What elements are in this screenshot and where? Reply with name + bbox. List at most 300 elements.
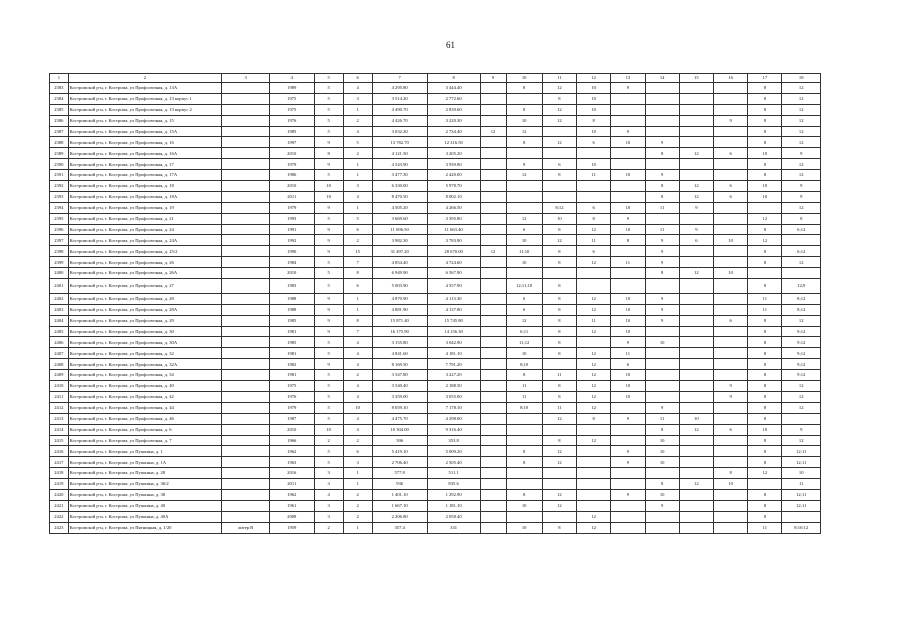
year-built: 1985 (269, 315, 314, 326)
table-row (50, 224, 821, 235)
row-number: 2383 (50, 83, 69, 94)
cell-col10: 6 (506, 293, 542, 304)
table-row (50, 326, 821, 337)
cell-col10: 10 (506, 235, 542, 246)
cell-col15 (679, 170, 713, 181)
cell-col11: 12 (542, 83, 576, 94)
floors: 5 (314, 457, 343, 468)
cell-col18: 12 (782, 391, 821, 402)
living-area: 3 227.20 (427, 370, 480, 381)
cell-col9 (480, 348, 506, 359)
address: Костромской р-н, г. Кострома, ул Профсоюзная, д. 27 (68, 279, 222, 294)
cell-col12: 12 (577, 391, 611, 402)
cell-col18: 9;12 (782, 370, 821, 381)
address: Костромской р-н, г. Кострома, ул Профсоюзная, д. 40 (68, 381, 222, 392)
cell-col17: 8 (748, 104, 782, 115)
cell-col9 (480, 304, 506, 315)
living-area: 835.6 (427, 479, 480, 490)
cell-col15: 9 (679, 202, 713, 213)
building-litera (222, 315, 270, 326)
cell-col11 (542, 359, 576, 370)
cell-col9 (480, 170, 506, 181)
building-litera (222, 293, 270, 304)
floors: 5 (314, 170, 343, 181)
table-row (50, 213, 821, 224)
address: Костромской р-н, г. Кострома, ул Пушкина, д. 36/2 (68, 479, 222, 490)
cell-col15 (679, 104, 713, 115)
column-number-row (50, 74, 821, 83)
building-litera (222, 479, 270, 490)
address: Костромской р-н, г. Кострома, ул Профсоюзная, д. 13 корпус 2 (68, 104, 222, 115)
floors: 5 (314, 213, 343, 224)
entrances: 2 (343, 115, 372, 126)
address: Костромской р-н, г. Кострома, ул Профсоюзная, д. 44 (68, 402, 222, 413)
cell-col15: 12 (679, 181, 713, 192)
entrances: 1 (343, 159, 372, 170)
cell-col18: 6;12 (782, 246, 821, 257)
cell-col11: 8 (542, 257, 576, 268)
living-area: 4 113.30 (427, 293, 480, 304)
cell-col13: 11 (611, 257, 645, 268)
column-number-header: 4 (269, 74, 314, 83)
building-litera (222, 202, 270, 213)
cell-col14: 11 (645, 202, 679, 213)
cell-col18: 12 (782, 137, 821, 148)
cell-col9 (480, 446, 506, 457)
building-litera (222, 402, 270, 413)
cell-col18: 9;12 (782, 326, 821, 337)
row-number: 2422 (50, 511, 69, 522)
address: Костромской р-н, г. Кострома, ул Профсоюзная, д. 13А (68, 83, 222, 94)
cell-col12: 12 (577, 370, 611, 381)
cell-col17: 8 (748, 370, 782, 381)
cell-col10 (506, 424, 542, 435)
row-number: 2395 (50, 213, 69, 224)
cell-col13: 10 (611, 170, 645, 181)
cell-col11: 8 (542, 348, 576, 359)
entrances: 1 (343, 304, 372, 315)
year-built: 1983 (269, 279, 314, 294)
cell-col10 (506, 148, 542, 159)
living-area: 12 316.50 (427, 137, 480, 148)
cell-col15 (679, 511, 713, 522)
floors: 5 (314, 337, 343, 348)
cell-col18: 12 (782, 315, 821, 326)
cell-col14: 10 (645, 446, 679, 457)
cell-col11: 12 (542, 489, 576, 500)
table-row (50, 246, 821, 257)
address: Костромской р-н, г. Кострома, ул Профсоюзная, д. 18 (68, 181, 222, 192)
table-row (50, 257, 821, 268)
cell-col15 (679, 326, 713, 337)
total-area: 2 206.80 (372, 511, 427, 522)
cell-col16: 10 (713, 235, 747, 246)
year-built: 2010 (269, 148, 314, 159)
table-row (50, 93, 821, 104)
entrances: 8 (343, 268, 372, 279)
floors: 10 (314, 191, 343, 202)
cell-col14 (645, 381, 679, 392)
floors: 4 (314, 489, 343, 500)
cell-col18: 12 (782, 115, 821, 126)
total-area: 3 032.20 (372, 126, 427, 137)
table-row (50, 268, 821, 279)
cell-col16: 6 (713, 424, 747, 435)
entrances: 7 (343, 326, 372, 337)
cell-col15: 12 (679, 479, 713, 490)
total-area: 577.8 (372, 468, 427, 479)
floors: 5 (314, 370, 343, 381)
cell-col17: 8 (748, 257, 782, 268)
row-number: 2420 (50, 489, 69, 500)
cell-col13: 10 (611, 137, 645, 148)
cell-col16 (713, 489, 747, 500)
row-number: 2421 (50, 500, 69, 511)
cell-col15 (679, 293, 713, 304)
cell-col15 (679, 489, 713, 500)
address: Костромской р-н, г. Кострома, ул Профсоюзная, д. 42 (68, 391, 222, 402)
cell-col17: 8 (748, 224, 782, 235)
cell-col11: 8 (542, 279, 576, 294)
floors: 5 (314, 402, 343, 413)
row-number: 2396 (50, 224, 69, 235)
cell-col12: 12 (577, 224, 611, 235)
cell-col13: 9 (611, 126, 645, 137)
cell-col14 (645, 159, 679, 170)
cell-col15 (679, 381, 713, 392)
cell-col14: 9 (645, 137, 679, 148)
entrances: 4 (343, 126, 372, 137)
living-area: 2 772.60 (427, 93, 480, 104)
row-number: 2417 (50, 457, 69, 468)
column-number-header: 6 (343, 74, 372, 83)
cell-col18: 12 (782, 159, 821, 170)
entrances: 2 (343, 511, 372, 522)
cell-col17: 8 (748, 446, 782, 457)
cell-col9 (480, 468, 506, 479)
cell-col12: 11 (577, 235, 611, 246)
building-litera (222, 348, 270, 359)
cell-col12: 10 (577, 126, 611, 137)
cell-col16: 6 (713, 315, 747, 326)
year-built: 1981 (269, 326, 314, 337)
row-number: 2406 (50, 337, 69, 348)
cell-col12 (577, 191, 611, 202)
floors: 5 (314, 279, 343, 294)
cell-col17: 8 (748, 246, 782, 257)
column-number-header: 14 (645, 74, 679, 83)
cell-col11: 8 (542, 224, 576, 235)
cell-col17: 8 (748, 413, 782, 424)
cell-col13 (611, 159, 645, 170)
living-area: 3 783.90 (427, 235, 480, 246)
entrances: 4 (343, 391, 372, 402)
cell-col17: 8 (748, 279, 782, 294)
cell-col17: 8 (748, 391, 782, 402)
cell-col10 (506, 468, 542, 479)
cell-col13: 8 (611, 235, 645, 246)
address: Костромской р-н, г. Кострома, ул Профсоюзная, д. 32 (68, 348, 222, 359)
cell-col14: 8 (645, 181, 679, 192)
address: Костромской р-н, г. Кострома, ул Профсоюзная, д. 7 (68, 435, 222, 446)
row-number: 2390 (50, 159, 69, 170)
year-built: 1985 (269, 126, 314, 137)
cell-col10 (506, 202, 542, 213)
cell-col12: 12 (577, 359, 611, 370)
total-area: 8 059.10 (372, 402, 427, 413)
total-area: 4 490.70 (372, 104, 427, 115)
cell-col13 (611, 511, 645, 522)
living-area: 5 009.20 (427, 446, 480, 457)
cell-col11: 12 (542, 413, 576, 424)
cell-col15 (679, 83, 713, 94)
table-row (50, 348, 821, 359)
building-litera (222, 489, 270, 500)
cell-col9 (480, 115, 506, 126)
column-number-header: 3 (222, 74, 270, 83)
cell-col13: 10 (611, 381, 645, 392)
column-number-header: 10 (506, 74, 542, 83)
table-row (50, 83, 821, 94)
cell-col17: 8 (748, 500, 782, 511)
cell-col16 (713, 457, 747, 468)
year-built: 1962 (269, 446, 314, 457)
building-litera (222, 446, 270, 457)
floors: 5 (314, 413, 343, 424)
cell-col15 (679, 348, 713, 359)
cell-col16 (713, 446, 747, 457)
total-area: 2 706.40 (372, 457, 427, 468)
total-area: 5 419.10 (372, 446, 427, 457)
year-built: 2010 (269, 424, 314, 435)
cell-col16 (713, 202, 747, 213)
cell-col14 (645, 468, 679, 479)
cell-col16 (713, 224, 747, 235)
column-number-header: 17 (748, 74, 782, 83)
table-row (50, 315, 821, 326)
cell-col12: 6 (577, 137, 611, 148)
total-area: 3 547.80 (372, 370, 427, 381)
cell-col16 (713, 359, 747, 370)
cell-col12 (577, 424, 611, 435)
cell-col9 (480, 391, 506, 402)
entrances: 2 (343, 148, 372, 159)
year-built: 1982 (269, 359, 314, 370)
total-area: 16 175.90 (372, 326, 427, 337)
cell-col12: 12 (577, 522, 611, 533)
cell-col17: 12 (748, 235, 782, 246)
living-area: 3 939.80 (427, 159, 480, 170)
cell-col12 (577, 457, 611, 468)
cell-col16 (713, 293, 747, 304)
living-area: 4 181.10 (427, 348, 480, 359)
row-number: 2388 (50, 137, 69, 148)
cell-col13: 9 (611, 446, 645, 457)
cell-col10: 11 (506, 381, 542, 392)
cell-col13: 11 (611, 348, 645, 359)
cell-col9 (480, 337, 506, 348)
column-number-header: 1 (50, 74, 69, 83)
cell-col9 (480, 93, 506, 104)
cell-col18 (782, 511, 821, 522)
cell-col16: 10 (713, 268, 747, 279)
living-area: 9 316.40 (427, 424, 480, 435)
floors: 3 (314, 468, 343, 479)
cell-col15 (679, 115, 713, 126)
living-area: 3 220.30 (427, 115, 480, 126)
entrances: 2 (343, 489, 372, 500)
year-built: 1976 (269, 391, 314, 402)
floors: 9 (314, 137, 343, 148)
total-area: 936 (372, 479, 427, 490)
cell-col11: 8;12 (542, 202, 576, 213)
cell-col11: 12 (542, 500, 576, 511)
cell-col18: 9 (782, 148, 821, 159)
year-built: 2011 (269, 191, 314, 202)
cell-col16 (713, 435, 747, 446)
cell-col10: 8 (506, 489, 542, 500)
cell-col11 (542, 468, 576, 479)
cell-col15 (679, 304, 713, 315)
address: Костромской р-н, г. Кострома, ул Профсоюзная, д. 24 (68, 224, 222, 235)
year-built: 1961 (269, 500, 314, 511)
cell-col17: 8 (748, 489, 782, 500)
entrances: 8 (343, 315, 372, 326)
cell-col14: 9 (645, 170, 679, 181)
floors: 8 (314, 148, 343, 159)
table-row (50, 479, 821, 490)
cell-col13: 10 (611, 224, 645, 235)
cell-col17: 12 (748, 468, 782, 479)
cell-col17: 8 (748, 402, 782, 413)
cell-col11: 8 (542, 326, 576, 337)
cell-col10: 8 (506, 137, 542, 148)
table-row (50, 413, 821, 424)
cell-col15 (679, 457, 713, 468)
building-litera (222, 137, 270, 148)
building-litera: литер В (222, 522, 270, 533)
cell-col14 (645, 213, 679, 224)
cell-col12 (577, 148, 611, 159)
entrances: 1 (343, 104, 372, 115)
cell-col15 (679, 359, 713, 370)
cell-col14: 10 (645, 489, 679, 500)
cell-col13: 9 (611, 337, 645, 348)
address: Костромской р-н, г. Кострома, ул Профсоюзная, д. 24А (68, 235, 222, 246)
table-row (50, 522, 821, 533)
total-area: 8 169.50 (372, 359, 427, 370)
column-number-header: 7 (372, 74, 427, 83)
row-number: 2389 (50, 148, 69, 159)
living-area: 4 266.50 (427, 202, 480, 213)
cell-col14 (645, 348, 679, 359)
cell-col10: 10 (506, 257, 542, 268)
cell-col13 (611, 402, 645, 413)
address: Костромской р-н, г. Кострома, ул Профсоюзная, д. 15А (68, 126, 222, 137)
total-area: 3 982.30 (372, 235, 427, 246)
building-litera (222, 457, 270, 468)
cell-col15 (679, 337, 713, 348)
cell-col10 (506, 413, 542, 424)
cell-col17: 10 (748, 191, 782, 202)
table-row (50, 424, 821, 435)
building-litera (222, 104, 270, 115)
floors: 9 (314, 202, 343, 213)
cell-col12 (577, 468, 611, 479)
address: Костромской р-н, г. Кострома, ул Профсоюзная, д. 26А (68, 268, 222, 279)
cell-col17: 8 (748, 137, 782, 148)
row-number: 2393 (50, 191, 69, 202)
total-area: 6 949.90 (372, 268, 427, 279)
living-area: 511.1 (427, 468, 480, 479)
address: Костромской р-н, г. Кострома, ул Профсоюзная, д. 16А (68, 148, 222, 159)
cell-col14 (645, 83, 679, 94)
living-area: 7 178.10 (427, 402, 480, 413)
cell-col15 (679, 370, 713, 381)
address: Костромской р-н, г. Кострома, ул Профсоюзная, д. 28 (68, 293, 222, 304)
cell-col15 (679, 435, 713, 446)
address: Костромской р-н, г. Кострома, ул Профсоюзная, д. 26 (68, 257, 222, 268)
cell-col9 (480, 435, 506, 446)
cell-col17: 11 (748, 293, 782, 304)
address: Костромской р-н, г. Кострома, ул Пушкина, д. 40 (68, 500, 222, 511)
cell-col14: 8 (645, 424, 679, 435)
entrances: 6 (343, 446, 372, 457)
cell-col12: 10 (577, 83, 611, 94)
cell-col9 (480, 457, 506, 468)
cell-col14 (645, 104, 679, 115)
column-number-header: 8 (427, 74, 480, 83)
cell-col18: 12;11 (782, 500, 821, 511)
cell-col14: 8 (645, 268, 679, 279)
cell-col10: 12 (506, 170, 542, 181)
column-number-header: 16 (713, 74, 747, 83)
year-built: 1991 (269, 224, 314, 235)
year-built: 1975 (269, 93, 314, 104)
cell-col12 (577, 268, 611, 279)
cell-col17: 8 (748, 315, 782, 326)
year-built: 1986 (269, 170, 314, 181)
cell-col12: 12 (577, 326, 611, 337)
cell-col16: 6 (713, 191, 747, 202)
cell-col16 (713, 83, 747, 94)
cell-col14 (645, 126, 679, 137)
row-number: 2398 (50, 246, 69, 257)
cell-col9 (480, 402, 506, 413)
table-row (50, 468, 821, 479)
floors: 5 (314, 115, 343, 126)
cell-col16 (713, 304, 747, 315)
cell-col10: 8 (506, 370, 542, 381)
cell-col10 (506, 511, 542, 522)
living-area: 2 058.40 (427, 511, 480, 522)
living-area: 4 724.60 (427, 257, 480, 268)
cell-col18: 12 (782, 257, 821, 268)
column-number-header: 11 (542, 74, 576, 83)
address: Костромской р-н, г. Кострома, ул Профсоюзная, д. 17А (68, 170, 222, 181)
cell-col10: 8;10 (506, 402, 542, 413)
row-number: 2402 (50, 293, 69, 304)
row-number: 2403 (50, 304, 69, 315)
total-area: 1 401.10 (372, 489, 427, 500)
living-area: 3 055.00 (427, 391, 480, 402)
address: Костромской р-н, г. Кострома, ул Пушкина, д. 28 (68, 468, 222, 479)
address: Костромской р-н, г. Кострома, ул Пушкина, д. 1 (68, 446, 222, 457)
living-area: 4 298.00 (427, 413, 480, 424)
table-row (50, 402, 821, 413)
table-row (50, 337, 821, 348)
cell-col15 (679, 315, 713, 326)
